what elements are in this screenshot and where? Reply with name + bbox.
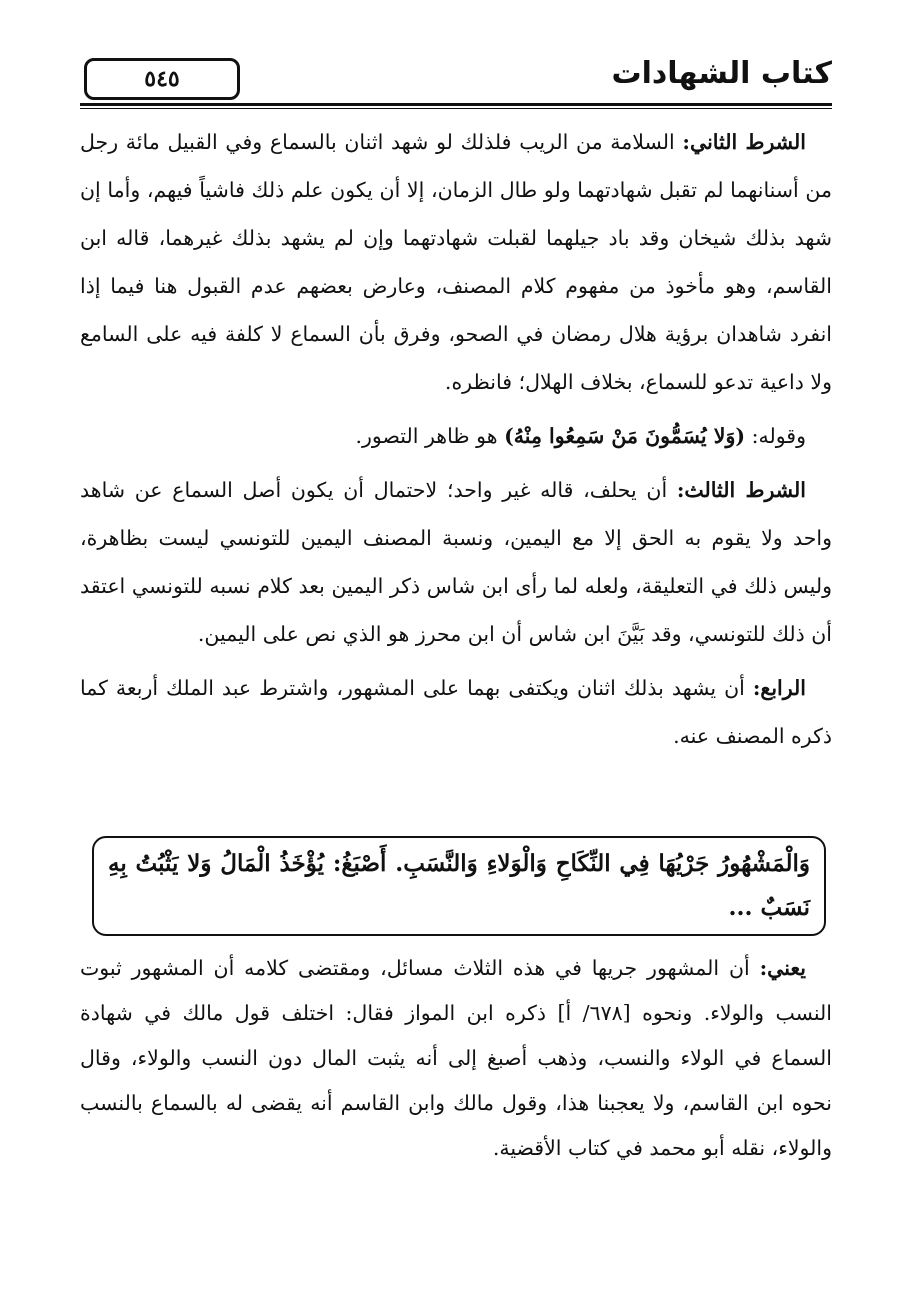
header-divider — [80, 103, 832, 106]
paragraph-condition-four — [80, 664, 832, 760]
matn-box — [92, 836, 826, 936]
commentary-text — [80, 946, 832, 1171]
header-divider-thin — [80, 108, 832, 109]
quoted-matn: (وَلا يُسَمُّونَ مَنْ سَمِعُوا مِنْهُ) — [504, 424, 746, 448]
paragraph-label: يعني: — [759, 956, 806, 980]
paragraph-quote — [80, 412, 832, 460]
book-title: كتاب الشهادات — [611, 56, 832, 91]
paragraph-label: الشرط الثاني: — [682, 130, 806, 154]
paragraph-condition-two — [80, 118, 832, 406]
paragraph-text: هو ظاهر التصور. — [355, 424, 505, 448]
paragraph-text: السلامة من الريب فلذلك لو شهد اثنان بالسماع وفي القبيل مائة رجل من أسنانهما لم تقبل شهادتهما ولو طال الزمان، إلا أن يكون علم ذلك فاشياً فيهم، وأما إن شهد بذلك شيخان وقد باد جيلهما لقبلت شهادتهما وإن لم يشهد بذلك غيرهما، قاله ابن القاسم، وهو مأخوذ من مفهوم كلام المصنف، وعارض بعضهم عدم القبول هنا فيما إذا انفرد شاهدان برؤية هلال رمضان في الصحو، وفرق بأن السماع لا كلفة فيه على السامع ولا داعية تدعو للسماع، بخلاف الهلال؛ فانظره. — [80, 130, 832, 394]
page-number-text: ٥٤٥ — [144, 66, 180, 92]
paragraph-text: أن يشهد بذلك اثنان ويكتفى بهما على المشهور، واشترط عبد الملك أربعة كما ذكره المصنف عنه. — [80, 676, 832, 748]
matn-text: وَالْمَشْهُورُ جَرْيُهَا فِي النِّكَاحِ وَالْوَلاءِ وَالنَّسَبِ. أَصْبَغُ: يُؤْخَذُ الْمَالُ وَلا يَثْبُتُ بِهِ نَسَبٌ ... — [108, 850, 810, 921]
paragraph-commentary — [80, 946, 832, 1171]
paragraph-label: الشرط الثالث: — [676, 478, 806, 502]
paragraph-prefix: وقوله: — [745, 424, 806, 448]
paragraph-label: الرابع: — [752, 676, 806, 700]
paragraph-text: أن يحلف، قاله غير واحد؛ لاحتمال أن يكون أصل السماع عن شاهد واحد ولا يقوم به الحق إلا مع اليمين، ونسبة المصنف اليمين للتونسي ليست بظاهرة، وليس ذلك في التعليقة، ولعله لما رأى ابن شاس ذكر اليمين بعد كلام نسبه للتونسي اعتقد أن ذلك للتونسي، وقد بَيَّنَ ابن شاس أن ابن محرز هو الذي نص على اليمين. — [80, 478, 832, 646]
paragraph-text: أن المشهور جريها في هذه الثلاث مسائل، ومقتضى كلامه أن المشهور ثبوت النسب والولاء. ونحوه [٦٧٨/ أ] ذكره ابن المواز فقال: اختلف قول مالك في شهادة السماع في الولاء والنسب، وذهب أصبغ إلى أنه يثبت المال دون النسب والولاء، وقال نحوه ابن القاسم، ولا يعجبنا هذا، وقول مالك وابن القاسم أنه يقضى له بالسماع بالنسب والولاء، نقله أبو محمد في كتاب الأقضية. — [80, 956, 832, 1160]
main-text — [80, 118, 832, 760]
page-number — [84, 58, 240, 100]
paragraph-condition-three — [80, 466, 832, 658]
page-header — [80, 52, 832, 108]
